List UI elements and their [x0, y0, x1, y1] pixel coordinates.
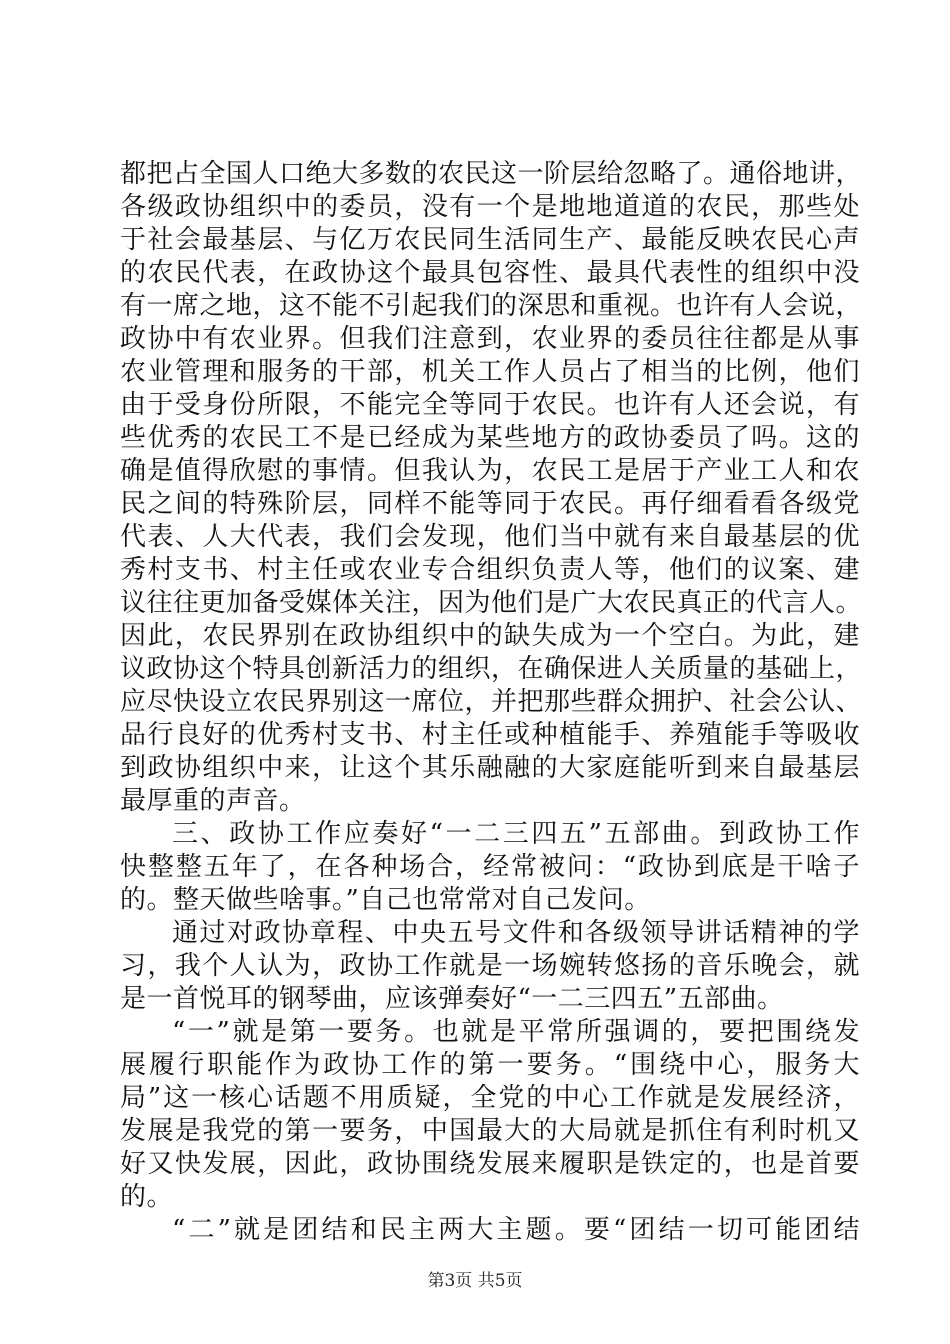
text-line: 各级政协组织中的委员，没有一个是地地道道的农民，那些处	[120, 192, 860, 222]
text-line: 品行良好的优秀村支书、村主任或种植能手、养殖能手等吸收	[120, 720, 860, 750]
text-line: 些优秀的农民工不是已经成为某些地方的政协委员了吗。这的	[120, 423, 860, 453]
text-line: 三、政协工作应奏好“一二三四五”五部曲。到政协工作	[172, 819, 860, 849]
text-line: 政协中有农业界。但我们注意到，农业界的委员往往都是从事	[120, 324, 860, 354]
text-line: 快整整五年了，在各种场合，经常被问：“政协到底是干啥子	[120, 852, 860, 882]
text-line: 通过对政协章程、中央五号文件和各级领导讲话精神的学	[172, 918, 860, 948]
text-line: 由于受身份所限，不能完全等同于农民。也许有人还会说，有	[120, 390, 860, 420]
text-line: 的。	[120, 1182, 174, 1212]
text-line: 因此，农民界别在政协组织中的缺失成为一个空白。为此，建	[120, 621, 860, 651]
text-line: 最厚重的声音。	[120, 786, 306, 816]
text-line: 确是值得欣慰的事情。但我认为，农民工是居于产业工人和农	[120, 456, 860, 486]
text-line: 秀村支书、村主任或农业专合组织负责人等，他们的议案、建	[120, 555, 860, 585]
text-line: 代表、人大代表，我们会发现，他们当中就有来自最基层的优	[120, 522, 860, 552]
text-line: 局”这一核心话题不用质疑，全党的中心工作就是发展经济，	[120, 1083, 860, 1113]
text-line: 到政协组织中来，让这个其乐融融的大家庭能听到来自最基层	[120, 753, 860, 783]
text-line: 农业管理和服务的干部，机关工作人员占了相当的比例，他们	[120, 357, 860, 387]
text-line: 好又快发展，因此，政协围绕发展来履职是铁定的，也是首要	[120, 1149, 860, 1179]
text-line: 议往往更加备受媒体关注，因为他们是广大农民真正的代言人。	[120, 588, 863, 618]
document-body	[120, 158, 863, 1247]
text-line: 的农民代表，在政协这个最具包容性、最具代表性的组织中没	[120, 258, 860, 288]
text-line: 发展是我党的第一要务，中国最大的大局就是抓住有利时机又	[120, 1116, 860, 1146]
text-line: 都把占全国人口绝大多数的农民这一阶层给忽略了。通俗地讲，	[120, 159, 863, 189]
text-line: “二”就是团结和民主两大主题。要“团结一切可能团结	[172, 1215, 860, 1245]
text-line: 习，我个人认为，政协工作就是一场婉转悠扬的音乐晚会，就	[120, 951, 860, 981]
text-line: 于社会最基层、与亿万农民同生活同生产、最能反映农民心声	[120, 225, 860, 255]
text-line: 议政协这个特具创新活力的组织，在确保进人关质量的基础上，	[120, 654, 863, 684]
text-line: 应尽快设立农民界别这一席位，并把那些群众拥护、社会公认、	[120, 687, 863, 717]
text-line: 民之间的特殊阶层，同样不能等同于农民。再仔细看看各级党	[120, 489, 860, 519]
text-line: 是一首悦耳的钢琴曲，应该弹奏好“一二三四五”五部曲。	[120, 984, 784, 1014]
text-line: 有一席之地，这不能不引起我们的深思和重视。也许有人会说，	[120, 291, 863, 321]
text-line: 展履行职能作为政协工作的第一要务。“围绕中心，服务大	[120, 1050, 860, 1080]
text-line: 的。整天做些啥事。”自己也常常对自己发问。	[120, 885, 651, 915]
page-footer: 第3页 共5页	[427, 1271, 523, 1291]
text-line: “一”就是第一要务。也就是平常所强调的，要把围绕发	[172, 1017, 860, 1047]
